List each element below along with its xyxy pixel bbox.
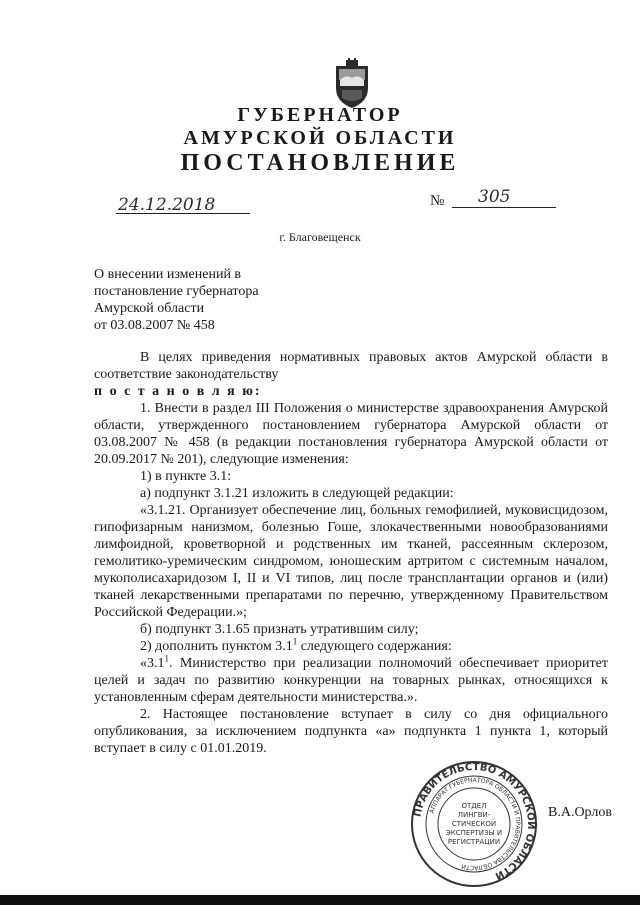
item-1-1-paragraph: 1) в пункте 3.1: [140, 469, 232, 484]
document-number: 305 [478, 187, 511, 207]
item-1-2-text: 2) дополнить пунктом 3.1 [140, 639, 293, 654]
seal-center-line: СТИЧЕСКОЙ [451, 820, 497, 828]
date-underline [116, 213, 250, 214]
coat-of-arms-icon [326, 58, 378, 110]
governor-title: ГУБЕРНАТОР [237, 104, 403, 126]
document-date: 24.12.2018 [118, 195, 216, 215]
seal-center-line: ЛИНГВИ- [457, 811, 491, 819]
scan-edge [0, 895, 640, 905]
item-1-1b-paragraph: б) подпункт 3.1.65 признать утратившим силу; [140, 622, 419, 637]
item-1-2-text-end: следующего содержания: [297, 639, 452, 654]
preamble-paragraph: В целях приведения нормативных правовых актов Амурской области в соответствие законодательству [94, 350, 608, 382]
city-line: г. Благовещенск [279, 230, 361, 244]
seal-center-line: РЕГИСТРАЦИИ [447, 838, 501, 846]
subject-line: от 03.08.2007 № 458 [94, 318, 215, 333]
item-2-paragraph: 2. Настоящее постановление вступает в силу со дня официального опубликования, за исключением подпункта «а» подпункта 1 пункта 1, который вступает в силу с 01.01.2019. [94, 707, 608, 756]
quote-3-1-1-start: «3.1 [140, 656, 165, 671]
superscript: 1 [164, 653, 169, 664]
quote-3-1-1-paragraph [94, 655, 608, 706]
subject-line: постановление губернатора [94, 284, 259, 299]
dispose-heading: п о с т а н о в л я ю: [94, 384, 262, 399]
quote-3-1-21-paragraph: «3.1.21. Организует обеспечение лиц, больных гемофилией, муковисцидозом, гипофизарным нанизмом, болезнью Гоше, злокачественными новообразованиями лимфоидной, кроветворной и родственных им тканей, рассеянным склерозом, гемолитико-уремическим синдромом, юношеским артритом с системным началом, мукополисахаридозом I, II и VI типов, лиц после трансплантации органов и (или) тканей лекарственными препаратами по перечню, утвержденному Правительством Российской Федерации.»; [94, 503, 608, 620]
item-1-2-paragraph [94, 638, 608, 655]
superscript: 1 [292, 636, 298, 647]
seal-inner-text: АППАРАТ ГУБЕРНАТОРА ОБЛАСТИ И ПРАВИТЕЛЬСТВА ОБЛАСТИ [428, 776, 522, 872]
item-1-1a-paragraph: а) подпункт 3.1.21 изложить в следующей редакции: [140, 486, 454, 501]
document-type-title: ПОСТАНОВЛЕНИЕ [180, 150, 460, 176]
subject-block [94, 266, 259, 334]
seal-outer-text: ПРАВИТЕЛЬСТВО АМУРСКОЙ ОБЛАСТИ [412, 761, 537, 882]
signature-name: В.А.Орлов [548, 805, 612, 820]
number-underline [452, 207, 556, 208]
subject-line: О внесении изменений в [94, 267, 242, 282]
item-1-paragraph: 1. Внести в раздел III Положения о министерстве здравоохранения Амурской области, утвержденного постановлением губернатора Амурской области от 03.08.2007 № 458 (в редакции постановления губернатора Амурской области от 20.09.2017 № 201), следующие изменения: [94, 401, 608, 467]
region-title: АМУРСКОЙ ОБЛАСТИ [183, 127, 457, 149]
official-seal-stamp [410, 760, 538, 888]
document-body [94, 349, 608, 757]
subject-line: Амурской области [94, 301, 205, 316]
seal-center-line: ОТДЕЛ [461, 802, 487, 810]
seal-center-line: ЭКСПЕРТИЗЫ И [445, 829, 503, 837]
number-label: № [430, 193, 445, 209]
quote-3-1-1-text: . Министерство при реализации полномочий обеспечивает приоритет целей и задач по развитию конкуренции на товарных рынках, относящихся к установленным сферам деятельности министерства.». [94, 656, 608, 705]
